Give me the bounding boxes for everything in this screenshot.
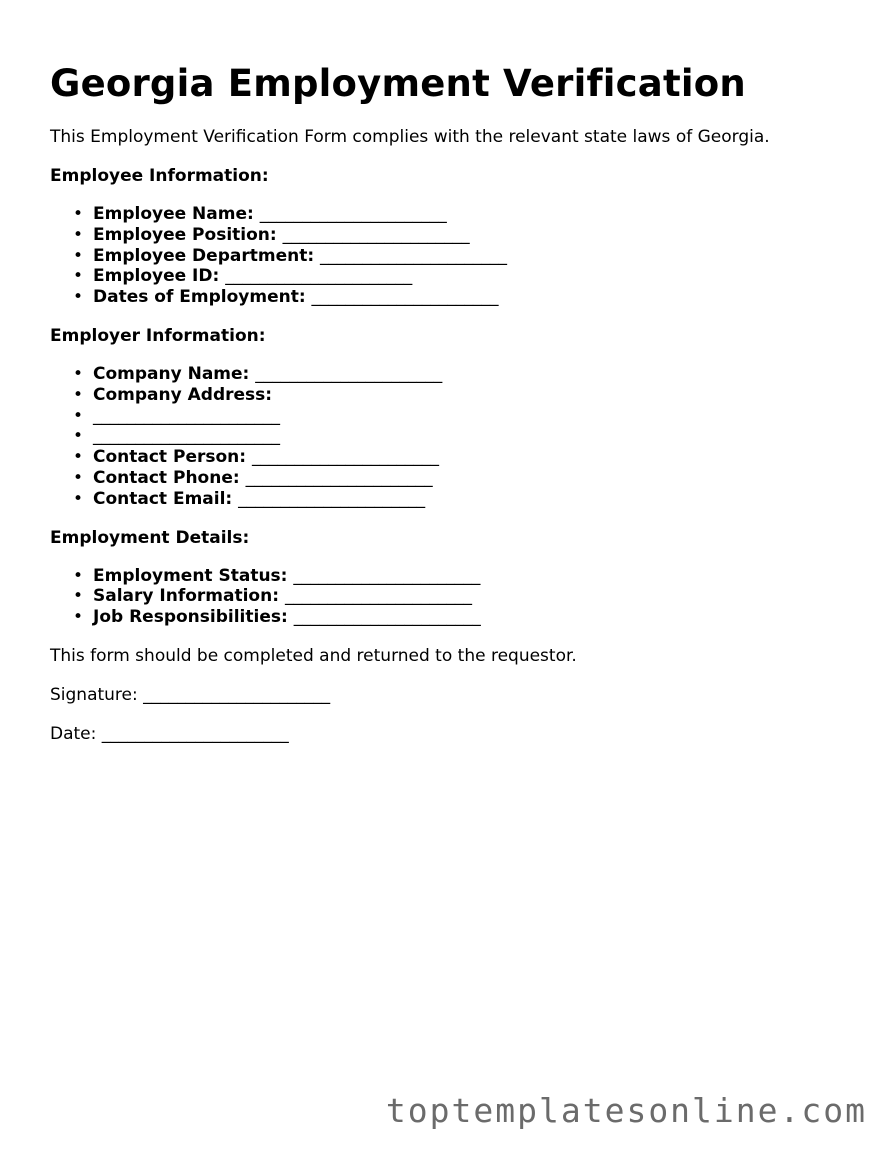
employer-section-heading: Employer Information:	[50, 325, 266, 346]
field-employee-department	[73, 245, 850, 267]
intro-text: This Employment Verification Form complies with the relevant state laws of Georgia.	[50, 127, 770, 147]
field-label: Contact Phone:	[93, 467, 240, 488]
employee-field-list	[50, 204, 850, 308]
field-company-address	[73, 384, 850, 406]
blank-line[interactable]: ______________________	[251, 447, 439, 468]
field-label: Job Responsibilities:	[93, 607, 288, 628]
bullet-icon: •	[73, 245, 84, 266]
field-label: Salary Information:	[93, 586, 280, 607]
field-job-responsibilities	[73, 607, 850, 628]
bullet-icon: •	[73, 565, 84, 586]
field-label: Employee Department:	[93, 245, 315, 266]
field-address-line-1	[73, 405, 850, 427]
field-employee-position	[73, 224, 850, 246]
bullet-icon: •	[73, 405, 84, 426]
field-dates-of-employment	[73, 287, 850, 308]
watermark: toptemplatesonline.com	[385, 1091, 867, 1130]
form-page	[50, 60, 850, 745]
blank-line[interactable]: ______________________	[320, 245, 508, 266]
field-address-line-2	[73, 426, 850, 447]
signature-line	[50, 684, 850, 706]
date-blank[interactable]: ______________________	[101, 723, 289, 744]
bullet-icon: •	[73, 384, 84, 405]
employment-field-list	[50, 566, 850, 628]
employment-section-heading: Employment Details:	[50, 527, 250, 548]
blank-line[interactable]: ______________________	[311, 287, 499, 308]
bullet-icon: •	[73, 586, 84, 607]
employer-field-list	[50, 364, 850, 510]
blank-line[interactable]: ______________________	[293, 565, 481, 586]
closing-text: This form should be completed and returned to the requestor.	[50, 645, 577, 666]
field-employee-id	[73, 266, 850, 287]
blank-line[interactable]: ______________________	[238, 488, 426, 509]
signature-label: Signature:	[50, 684, 138, 705]
employee-section-heading: Employee Information:	[50, 166, 269, 186]
blank-line[interactable]: ______________________	[293, 607, 481, 628]
bullet-icon: •	[73, 467, 84, 488]
date-line	[50, 723, 850, 745]
field-label: Dates of Employment:	[93, 287, 306, 308]
field-label: Company Name:	[93, 363, 250, 384]
blank-line[interactable]: ______________________	[259, 204, 447, 224]
blank-line[interactable]: ______________________	[282, 224, 470, 245]
bullet-icon: •	[73, 204, 84, 224]
blank-line[interactable]: ______________________	[255, 363, 443, 384]
field-label: Employee Position:	[93, 224, 277, 245]
field-label: Company Address:	[93, 384, 273, 405]
bullet-icon: •	[73, 287, 84, 308]
signature-blank[interactable]: ______________________	[143, 684, 331, 705]
bullet-icon: •	[73, 447, 84, 468]
blank-line[interactable]: ______________________	[93, 405, 280, 426]
page-title: Georgia Employment Verification	[50, 62, 746, 105]
field-label: Contact Person:	[93, 447, 247, 468]
blank-line[interactable]: ______________________	[245, 467, 433, 488]
field-employment-status	[73, 565, 850, 587]
blank-line[interactable]: ______________________	[93, 426, 280, 447]
field-company-name	[73, 363, 850, 385]
bullet-icon: •	[73, 363, 84, 384]
bullet-icon: •	[73, 488, 84, 509]
bullet-icon: •	[73, 224, 84, 245]
blank-line[interactable]: ______________________	[225, 266, 413, 287]
field-label: Employee ID:	[93, 266, 220, 287]
field-salary-information	[73, 586, 850, 607]
bullet-icon: •	[73, 266, 84, 287]
field-contact-phone	[73, 467, 850, 489]
field-employee-name	[73, 204, 850, 225]
field-label: Contact Email:	[93, 488, 233, 509]
field-contact-person	[73, 447, 850, 468]
bullet-icon: •	[73, 607, 84, 628]
date-label: Date:	[50, 723, 97, 744]
bullet-icon: •	[73, 426, 84, 447]
blank-line[interactable]: ______________________	[284, 586, 472, 607]
field-label: Employee Name:	[93, 204, 254, 224]
field-label: Employment Status:	[93, 565, 288, 586]
field-contact-email	[73, 488, 850, 510]
